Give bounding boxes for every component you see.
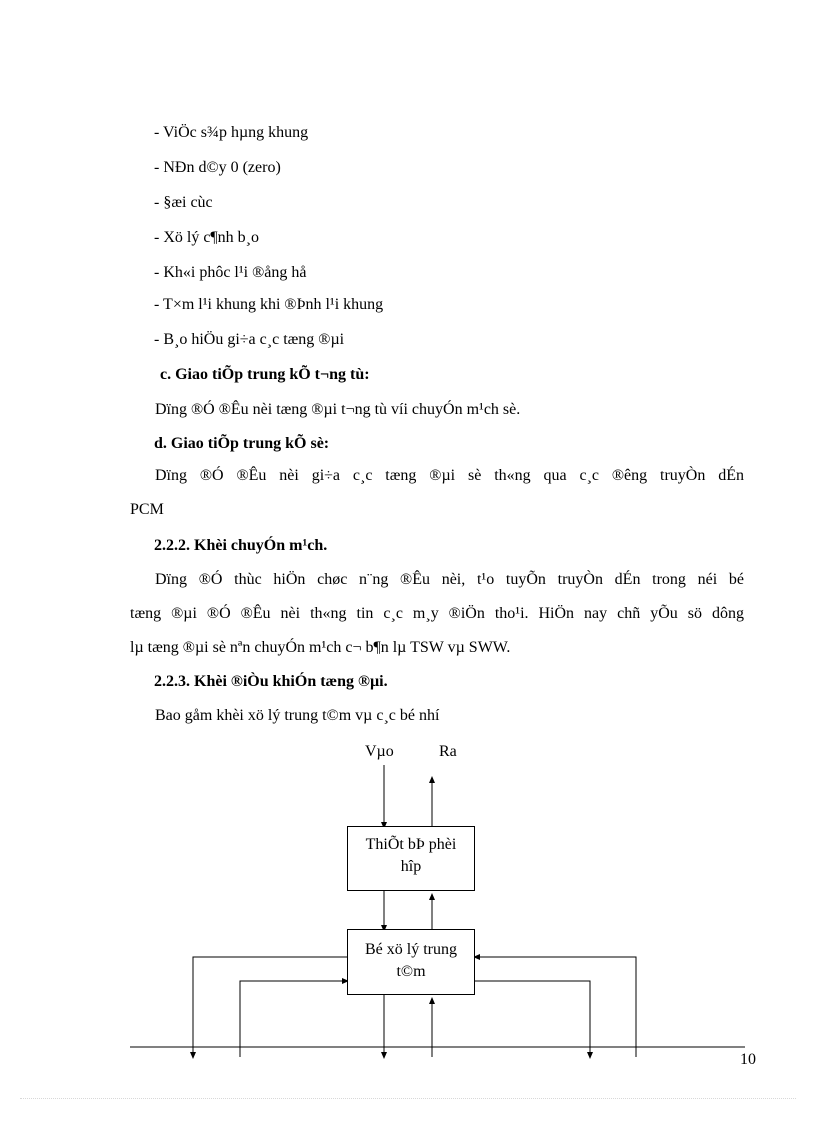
section-d-text-line1: Dïng ®Ó ®Êu nèi gi÷a c¸c tæng ®µi sè th«ng qua c¸c ®êng truyÒn dÉn: [155, 467, 744, 484]
input-label: Vµo: [365, 743, 394, 760]
section-223-heading: 2.2.3. Khèi ®iÒu khiÓn tæng ®µi.: [154, 673, 388, 690]
interface-device-line1: ThiÕt bÞ phèi: [365, 836, 457, 853]
interface-device-line2: hîp: [400, 858, 422, 875]
left-outer-arrow: [193, 957, 348, 1056]
section-222-line3: lµ tæng ®µi sè nªn chuyÓn m¹ch c¬ b¶n lµ TSW vµ SWW.: [130, 639, 511, 656]
right-inner-arrow: [474, 981, 590, 1056]
right-outer-arrow: [476, 957, 636, 1057]
bullet-5: - Kh«i phôc l¹i ®ång hå: [154, 264, 307, 281]
central-processor-line1: Bé xö lý trung: [365, 941, 457, 958]
section-222-line2: tæng ®µi ®Ó ®Êu nèi th«ng tin c¸c m¸y ®iÖn tho¹i. HiÖn nay chñ yÕu sö dông: [130, 605, 744, 622]
section-222-heading: 2.2.2. Khèi chuyÓn m¹ch.: [154, 537, 328, 554]
left-inner-arrow: [240, 981, 346, 1057]
central-processor-box: [347, 929, 475, 995]
footer-divider: [20, 1098, 796, 1099]
bullet-2: - NÐn d©y 0 (zero): [154, 159, 281, 176]
section-d-heading: d. Giao tiÕp trung kÕ sè:: [154, 435, 330, 452]
section-223-text: Bao gåm khèi xö lý trung t©m vµ c¸c bé nhí: [155, 707, 440, 724]
section-c-text: Dïng ®Ó ®Êu nèi tæng ®µi t¬ng tù víi chuyÓn m¹ch sè.: [155, 401, 521, 418]
bullet-4: - Xö lý c¶nh b¸o: [154, 229, 260, 246]
page-number: 10: [740, 1051, 756, 1068]
central-processor-line2: t©m: [396, 963, 426, 980]
section-c-heading: c. Giao tiÕp trung kÕ t¬ng tù:: [160, 366, 370, 383]
bullet-1: - ViÖc s¾p hµng khung: [154, 124, 309, 141]
bullet-6: - T×m l¹i khung khi ®Þnh l¹i khung: [154, 296, 384, 313]
output-label: Ra: [439, 743, 457, 760]
section-d-text-line2: PCM: [130, 501, 164, 518]
interface-device-box: [347, 826, 475, 891]
bullet-3: - §æi cùc: [154, 194, 213, 211]
bullet-7: - B¸o hiÖu gi÷a c¸c tæng ®µi: [154, 331, 345, 348]
section-222-line1: Dïng ®Ó thùc hiÖn chøc n¨ng ®Êu nèi, t¹o tuyÕn truyÒn dÉn trong néi bé: [155, 571, 744, 588]
